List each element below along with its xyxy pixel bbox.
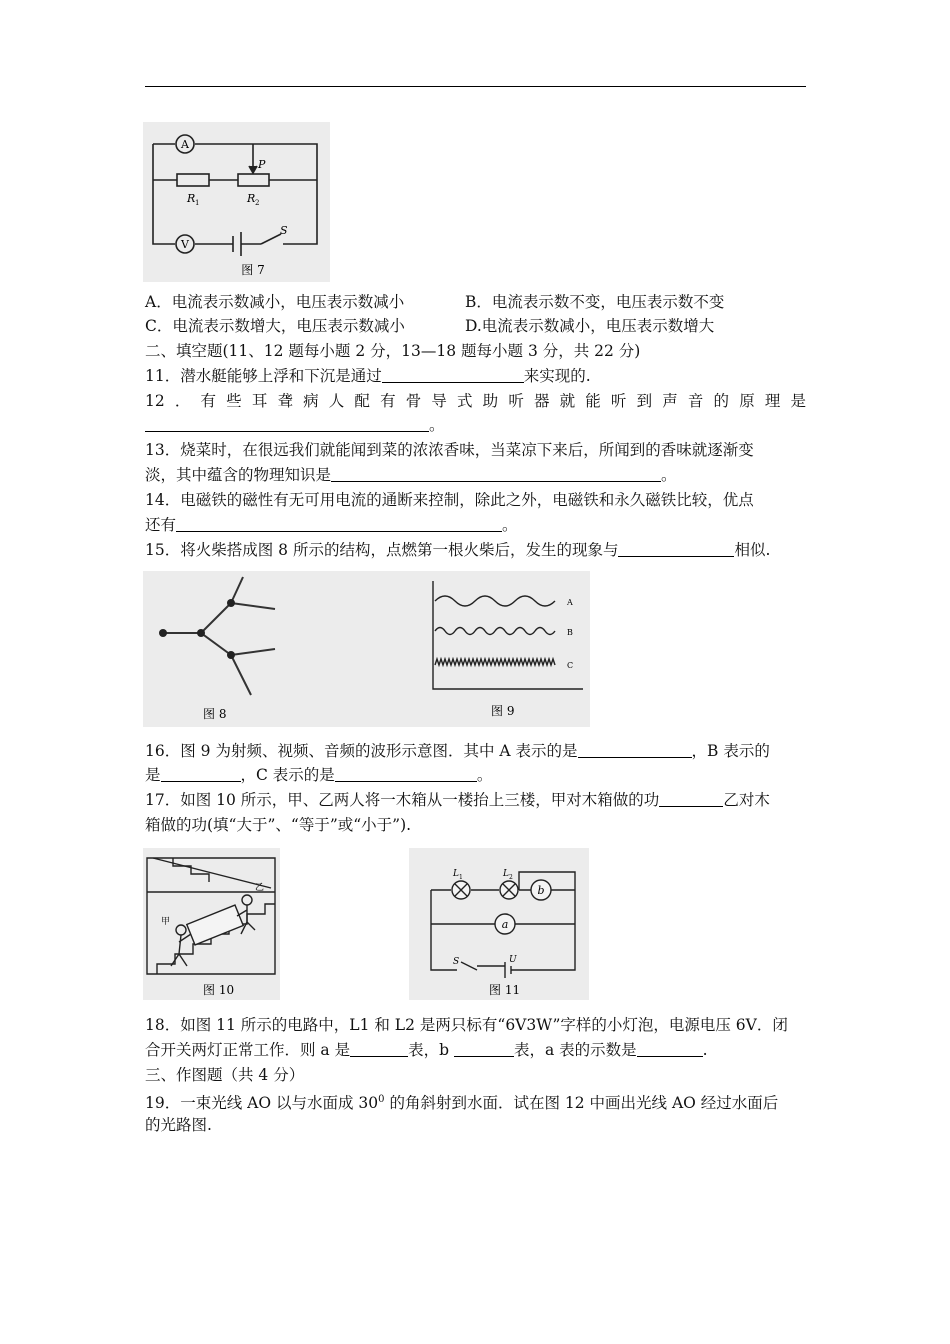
section-2-heading: 二、填空题(11、12 题每小题 2 分，13—18 题每小题 3 分，共 22 分) <box>145 342 641 360</box>
l1-label: L <box>453 869 459 879</box>
meter-a-label: a <box>501 918 509 931</box>
option-b: B．电流表示数不变，电压表示数不变 <box>465 293 725 311</box>
question-13-line1: 13．烧菜时，在很远我们就能闻到菜的浓浓香味，当菜凉下来后，所闻到的香味就逐渐变 <box>145 441 754 459</box>
meter-b-label: b <box>537 884 545 897</box>
l1-sub: 1 <box>459 874 463 881</box>
figure-9-caption: 图 9 <box>491 704 515 718</box>
question-11: 11．潜水艇能够上浮和下沉是通过 来实现的. <box>145 367 591 385</box>
l2-sub: 2 <box>509 874 513 881</box>
question-18-line2: 合开关两灯正常工作．则 a 是 表，b 表，a 表的示数是 . <box>145 1041 708 1059</box>
person-jia-label: 甲 <box>161 917 171 927</box>
r2-label: R <box>247 192 256 205</box>
figure-11-caption: 图 11 <box>489 983 521 997</box>
wave-a <box>435 596 555 606</box>
header-rule <box>145 86 806 87</box>
wave-c <box>435 659 555 665</box>
option-a: A．电流表示数减小，电压表示数减小 <box>145 293 405 311</box>
question-12-line1: 12．有些耳聋病人配有骨导式助听器就能听到声音的原理是 <box>145 392 806 410</box>
question-17-line1: 17．如图 10 所示，甲、乙两人将一木箱从一楼抬上三楼，甲对木箱做的功 乙对木 <box>145 791 770 809</box>
switch-label: S <box>280 224 288 237</box>
r1-label: R <box>187 192 196 205</box>
l2-label: L <box>503 869 509 879</box>
question-19-line1: 19．一束光线 AO 以与水面成 $30^0$ 的角斜射到水面．试在图 12 中画出光线 AO 经过水面后 <box>145 1094 779 1113</box>
ammeter-label: A <box>181 138 189 151</box>
wave-b-label: B <box>567 628 573 637</box>
figure-10-stairs <box>143 848 280 1000</box>
question-18-line1: 18．如图 11 所示的电路中，L1 和 L2 是两只标有“6V3W”字样的小灯泡，电源电压 6V．闭 <box>145 1016 788 1034</box>
slider-label: P <box>258 158 266 171</box>
r2-sub: 2 <box>255 199 260 207</box>
figure-7-circuit <box>143 122 330 282</box>
wave-c-label: C <box>567 661 574 670</box>
option-d: D.电流表示数减小，电压表示数增大 <box>465 317 715 335</box>
figure-8-matches <box>163 577 275 695</box>
figure-7-caption: 图 7 <box>241 263 265 277</box>
question-14-line1: 14．电磁铁的磁性有无可用电流的通断来控制，除此之外，电磁铁和永久磁铁比较，优点 <box>145 491 754 509</box>
option-c: C．电流表示数增大，电压表示数减小 <box>145 317 405 335</box>
person-yi-label: 乙 <box>255 883 265 893</box>
source-label: U <box>509 955 517 965</box>
wave-a-label: A <box>567 598 573 607</box>
question-19-line2: 的光路图. <box>145 1116 212 1134</box>
question-14-line2: 还有 。 <box>145 516 518 534</box>
voltmeter-label: V <box>181 238 189 251</box>
question-16-line2: 是 ，C 表示的是 。 <box>145 766 493 784</box>
wave-b <box>435 628 555 635</box>
figure-8-caption: 图 8 <box>203 707 227 721</box>
question-15: 15．将火柴搭成图 8 所示的结构，点燃第一根火柴后，发生的现象与 相似. <box>145 541 771 559</box>
question-13-line2: 淡，其中蕴含的物理知识是 。 <box>145 466 677 484</box>
figure-11-circuit <box>409 848 589 1000</box>
figure-8-9 <box>143 571 590 727</box>
figure-10-caption: 图 10 <box>203 983 235 997</box>
question-12-line2: 。 <box>145 414 806 436</box>
section-3-heading: 三、作图题（共 4 分） <box>145 1066 305 1084</box>
switch-label: S <box>453 957 460 967</box>
question-16-line1: 16．图 9 为射频、视频、音频的波形示意图．其中 A 表示的是 ，B 表示的 <box>145 742 770 760</box>
question-17-line2: 箱做的功(填“大于”、“等于”或“小于”). <box>145 816 412 834</box>
r1-sub: 1 <box>195 199 200 207</box>
